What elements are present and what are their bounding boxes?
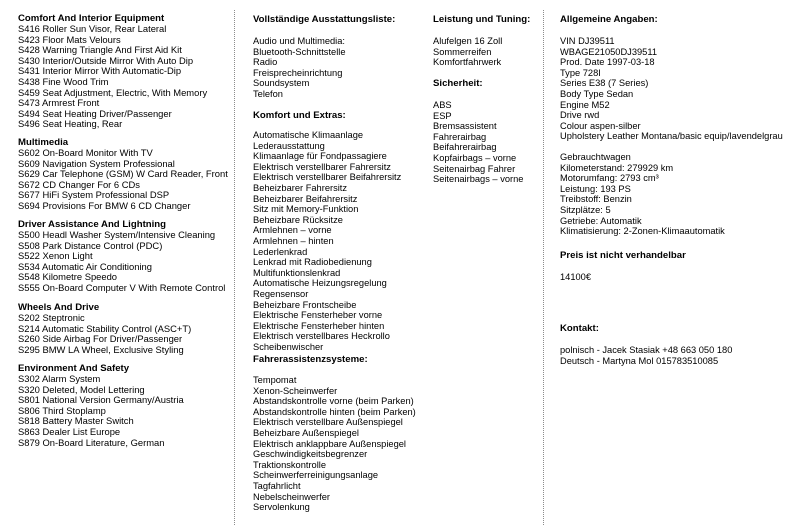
- equipment-item: S602 On-Board Monitor With TV: [18, 147, 153, 158]
- list-item: Sitz mit Memory-Funktion: [253, 204, 359, 215]
- equipment-item: S879 On-Board Literature, German: [18, 436, 165, 448]
- list-item: Regensensor: [253, 288, 309, 299]
- fahrer-title: Fahrerassistenzsysteme:: [253, 354, 368, 365]
- audio-list: [253, 36, 346, 100]
- wheels-section: [18, 302, 191, 355]
- equipment-item: S677 HiFi System Professional DSP: [18, 189, 170, 201]
- kontakt-list: [560, 345, 732, 366]
- sicherheit-title: Sicherheit:: [433, 78, 483, 89]
- list-item: Traktionskontrolle: [253, 459, 327, 470]
- contact-item: Deutsch - Martyna Mol 015783510085: [560, 355, 719, 366]
- list-item: Tagfahrlicht: [253, 480, 301, 491]
- list-item: ABS: [433, 100, 452, 110]
- list-item: Body Type Sedan: [560, 88, 634, 99]
- list-item: Servolenkung: [253, 502, 310, 513]
- list-item: Lederlenkrad: [253, 246, 308, 257]
- list-item: Soundsystem: [253, 78, 310, 89]
- list-item: Elektrische Fensterheber vorne: [253, 310, 383, 321]
- list-item: Type 728I: [560, 67, 601, 78]
- equipment-column: [18, 0, 230, 531]
- kontakt-title: Kontakt:: [560, 323, 599, 334]
- list-item: Elektrische Fensterheber hinten: [253, 320, 385, 331]
- section-title: Wheels And Drive: [18, 302, 100, 313]
- equipment-item: S416 Roller Sun Visor, Rear Lateral: [18, 23, 167, 34]
- list-item: Audio und Multimedia:: [253, 36, 345, 46]
- list-item: Lenkrad mit Radiobedienung: [253, 257, 372, 268]
- list-item: Sitzplätze: 5: [560, 204, 611, 215]
- list-item: Komfortfahrwerk: [433, 57, 502, 68]
- list-item: Kopfairbags – vorne: [433, 152, 517, 163]
- equipment-item: S202 Steptronic: [18, 312, 85, 323]
- leistung-column: [433, 0, 533, 531]
- equipment-item: S496 Seat Heating, Rear: [18, 118, 123, 130]
- driver-assistance-section: [18, 219, 225, 294]
- list-item: Bremsassistent: [433, 121, 497, 132]
- equipment-item: S459 Seat Adjustment, Electric, With Memory: [18, 86, 208, 98]
- list-item: Armlehnen – vorne: [253, 225, 332, 236]
- equipment-item: S508 Park Distance Control (PDC): [18, 239, 163, 251]
- equipment-item: S609 Navigation System Professional: [18, 157, 175, 169]
- price-value: 14100€: [560, 272, 592, 282]
- equipment-item: S430 Interior/Outside Mirror With Auto Dip: [18, 54, 194, 66]
- list-item: Abstandskontrolle vorne (beim Parken): [253, 396, 414, 407]
- list-item: Engine M52: [560, 99, 610, 110]
- multimedia-section: [18, 137, 228, 212]
- list-item: ESP: [433, 110, 452, 121]
- list-item: WBAGE21050DJ39511: [560, 46, 657, 57]
- equipment-item: S295 BMW LA Wheel, Exclusive Styling: [18, 343, 184, 355]
- section-title: Comfort And Interior Equipment: [18, 13, 165, 24]
- general-column: [560, 0, 796, 531]
- equipment-item: S302 Alarm System: [18, 373, 101, 384]
- list-item: Tempomat: [253, 375, 297, 385]
- list-item: Telefon: [253, 88, 283, 99]
- general-list: [560, 36, 783, 142]
- list-item: Sommerreifen: [433, 46, 492, 57]
- list-item: Radio: [253, 57, 278, 68]
- equipment-item: S473 Armrest Front: [18, 97, 100, 109]
- equipment-item: S260 Side Airbag For Driver/Passenger: [18, 333, 183, 345]
- list-item: Lederausstattung: [253, 140, 325, 151]
- equipment-item: S863 Dealer List Europe: [18, 425, 121, 437]
- komfort-list: [253, 130, 401, 352]
- list-item: Drive rwd: [560, 110, 600, 121]
- equipment-item: S428 Warning Triangle And First Aid Kit: [18, 44, 182, 56]
- list-item: Beheizbarer Fahrersitz: [253, 182, 348, 193]
- ausstattung-title: Vollständige Ausstattungsliste:: [253, 14, 396, 25]
- list-item: Gebrauchtwagen: [560, 152, 631, 162]
- list-item: Automatische Klimaanlage: [253, 130, 364, 140]
- list-item: Beifahrerairbag: [433, 142, 497, 153]
- equipment-item: S438 Fine Wood Trim: [18, 75, 109, 87]
- environment-section: [18, 363, 184, 448]
- section-list: [18, 313, 191, 355]
- price-note: Preis ist nicht verhandelbar: [560, 250, 686, 261]
- list-item: Multifunktionslenkrad: [253, 267, 341, 278]
- section-list: [18, 24, 207, 130]
- equipment-item: S494 Seat Heating Driver/Passenger: [18, 107, 172, 119]
- list-item: Bluetooth-Schnittstelle: [253, 46, 346, 57]
- list-item: Seitenairbags – vorne: [433, 174, 524, 185]
- list-item: Freisprecheinrichtung: [253, 67, 343, 78]
- equipment-item: S522 Xenon Light: [18, 250, 93, 262]
- equipment-item: S500 Headl Washer System/Intensive Cleaning: [18, 229, 216, 240]
- equipment-item: S672 CD Changer For 6 CDs: [18, 178, 140, 190]
- column-divider: [234, 10, 235, 525]
- equipment-item: S806 Third Stoplamp: [18, 404, 106, 416]
- section-title: Environment And Safety: [18, 363, 130, 374]
- equipment-item: S534 Automatic Air Conditioning: [18, 260, 152, 272]
- general-title: Allgemeine Angaben:: [560, 14, 658, 25]
- sicherheit-list: [433, 100, 523, 185]
- section-list: [18, 148, 228, 212]
- equipment-item: S555 On-Board Computer V With Remote Control: [18, 281, 226, 293]
- list-item: Scheibenwischer: [253, 341, 324, 352]
- list-item: Nebelscheinwerfer: [253, 491, 330, 502]
- list-item: Geschwindigkeitsbegrenzer: [253, 449, 368, 460]
- leistung-title: Leistung und Tuning:: [433, 14, 531, 25]
- equipment-item: S320 Deleted, Model Lettering: [18, 383, 145, 395]
- vehicle-details-list: [560, 152, 725, 237]
- contact-item: polnisch - Jacek Stasiak +48 663 050 180: [560, 345, 733, 355]
- list-item: Xenon-Scheinwerfer: [253, 385, 338, 396]
- list-item: Elektrisch verstellbare Außenspiegel: [253, 417, 403, 428]
- list-item: Elektrisch anklappbare Außenspiegel: [253, 438, 406, 449]
- list-item: Elektrisch verstellbarer Beifahrersitz: [253, 172, 402, 183]
- list-item: Beheizbare Frontscheibe: [253, 299, 357, 310]
- equipment-item: S214 Automatic Stability Control (ASC+T): [18, 322, 192, 334]
- list-item: Getriebe: Automatik: [560, 215, 642, 226]
- equipment-item: S818 Battery Master Switch: [18, 415, 134, 427]
- equipment-item: S431 Interior Mirror With Automatic-Dip: [18, 65, 182, 77]
- list-item: Treibstoff: Benzin: [560, 194, 632, 205]
- fahrer-list: [253, 375, 416, 513]
- list-item: Leistung: 193 PS: [560, 183, 631, 194]
- list-item: Klimaanlage für Fondpassagiere: [253, 151, 387, 162]
- list-item: Kilometerstand: 279929 km: [560, 162, 674, 173]
- list-item: Automatische Heizungsregelung: [253, 278, 387, 289]
- comfort-section: [18, 13, 207, 130]
- komfort-title: Komfort und Extras:: [253, 110, 346, 121]
- section-title: Driver Assistance And Lightning: [18, 219, 167, 230]
- list-item: Beheizbarer Beifahrersitz: [253, 193, 358, 204]
- list-item: Abstandskontrolle hinten (beim Parken): [253, 406, 416, 417]
- list-item: Series E38 (7 Series): [560, 78, 649, 89]
- list-item: VIN DJ39511: [560, 36, 615, 46]
- list-item: Armlehnen – hinten: [253, 235, 334, 246]
- list-item: Motorumfang: 2793 cm³: [560, 173, 659, 184]
- leistung-list: [433, 36, 502, 68]
- list-item: Colour aspen-silber: [560, 120, 641, 131]
- equipment-item: S694 Provisions For BMW 6 CD Changer: [18, 199, 191, 211]
- section-title: Multimedia: [18, 137, 69, 148]
- list-item: Elektrisch verstellbarer Fahrersitz: [253, 161, 391, 172]
- list-item: Upholstery Leather Montana/basic equip/lavendelgrau: [560, 131, 783, 142]
- list-item: Prod. Date 1997-03-18: [560, 57, 655, 68]
- list-item: Beheizbare Außenspiegel: [253, 427, 359, 438]
- list-item: Elektrisch verstellbares Heckrollo: [253, 331, 390, 342]
- equipment-item: S548 Kilometre Speedo: [18, 271, 118, 283]
- list-item: Beheizbare Rücksitze: [253, 214, 343, 225]
- section-list: [18, 230, 225, 294]
- equipment-item: S629 Car Telephone (GSM) W Card Reader, Front: [18, 168, 228, 180]
- section-list: [18, 374, 184, 448]
- list-item: Seitenairbag Fahrer: [433, 163, 516, 174]
- column-divider: [543, 10, 544, 525]
- equipment-item: S801 National Version Germany/Austria: [18, 394, 184, 406]
- list-item: Scheinwerferreinigungsanlage: [253, 470, 379, 481]
- list-item: Klimatisierung: 2-Zonen-Klimaautomatik: [560, 226, 725, 237]
- equipment-item: S423 Floor Mats Velours: [18, 33, 121, 45]
- list-item: Alufelgen 16 Zoll: [433, 36, 503, 46]
- list-item: Fahrerairbag: [433, 131, 487, 142]
- ausstattung-column: [253, 0, 423, 531]
